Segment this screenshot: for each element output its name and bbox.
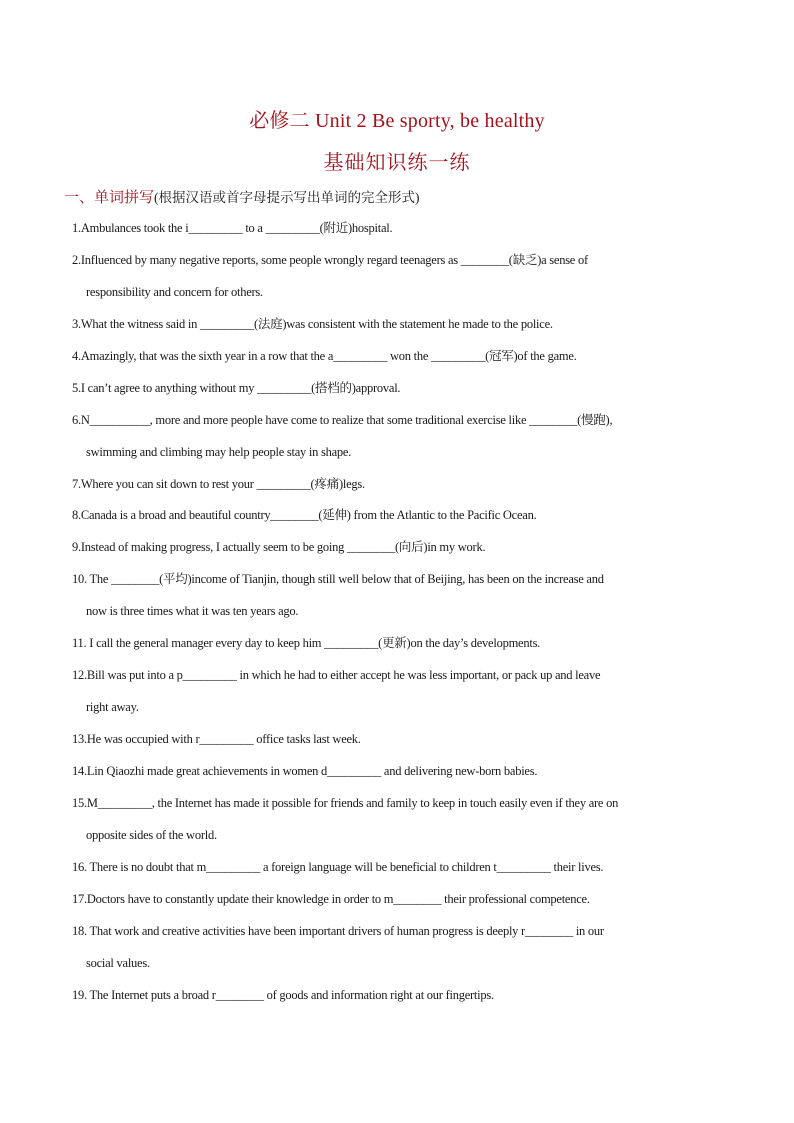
question-line: 12.Bill was put into a p_________ in which he had to either accept he was less important, or pack up and leave [72, 668, 601, 683]
question-line-continued: swimming and climbing may help people stay in shape. [86, 444, 352, 459]
question-line: 17.Doctors have to constantly update their knowledge in order to m________ their professional competence. [72, 891, 590, 906]
question-line: 16. There is no doubt that m_________ a foreign language will be beneficial to children t_________ their lives. [72, 859, 604, 874]
question-line: 18. That work and creative activities have been important drivers of human progress is deeply r________ in our [72, 923, 604, 938]
question-line-continued: now is three times what it was ten years ago. [86, 604, 299, 619]
question-line: 5.I can’t agree to anything without my _________(搭档的)approval. [72, 380, 401, 395]
question-line: 7.Where you can sit down to rest your _________(疼痛)legs. [72, 476, 365, 491]
question-line-continued: social values. [86, 955, 150, 970]
question-line: 3.What the witness said in _________(法庭)was consistent with the statement he made to the police. [72, 316, 553, 331]
question-line: 11. I call the general manager every day to keep him _________(更新)on the day’s developments. [72, 636, 541, 651]
question-line: 13.He was occupied with r_________ office tasks last week. [72, 732, 361, 746]
question-line: 2.Influenced by many negative reports, some people wrongly regard teenagers as ________(缺乏)a sense of [72, 252, 588, 267]
document-subtitle: 基础知识练一练 [323, 152, 471, 174]
question-line: 10. The ________(平均)income of Tianjin, though still well below that of Beijing, has been on the increase and [72, 572, 604, 587]
question-line-continued: right away. [86, 700, 139, 715]
question-list [72, 218, 732, 1016]
section-label: 一、单词拼写 [64, 190, 155, 206]
question-line-continued: responsibility and concern for others. [86, 284, 263, 299]
document-title: 必修二 Unit 2 Be sporty, be healthy [249, 110, 545, 132]
question-line: 4.Amazingly, that was the sixth year in a row that the a_________ won the _________(冠军)of the game. [72, 348, 577, 363]
question-line: 6.N__________, more and more people have come to realize that some traditional exercise like ________(慢跑), [72, 412, 613, 427]
section-instruction: (根据汉语或首字母提示写出单词的完全形式) [154, 190, 420, 205]
question-line: 8.Canada is a broad and beautiful country________(延伸) from the Atlantic to the Pacific Ocean. [72, 508, 537, 523]
section-heading [64, 186, 420, 207]
question-line: 15.M_________, the Internet has made it possible for friends and family to keep in touch easily even if they are on [72, 795, 619, 810]
question-line: 19. The Internet puts a broad r________ of goods and information right at our fingertips. [72, 987, 494, 1002]
question-line: 1.Ambulances took the i_________ to a _________(附近)hospital. [72, 221, 393, 235]
question-line-continued: opposite sides of the world. [86, 827, 217, 842]
question-line: 9.Instead of making progress, I actually seem to be going ________(向后)in my work. [72, 540, 486, 555]
question-line: 14.Lin Qiaozhi made great achievements in women d_________ and delivering new-born babies. [72, 763, 538, 778]
